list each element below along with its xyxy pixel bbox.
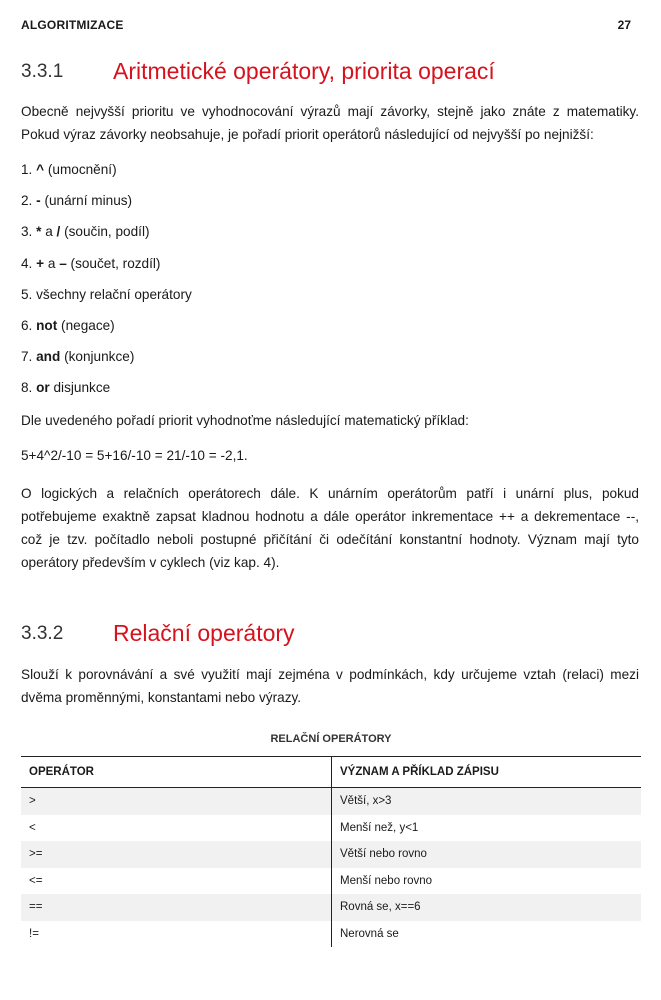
table-row [21,841,641,868]
table-caption: RELAČNÍ OPERÁTORY [270,733,392,745]
priority-item: 2. - (unární minus) [21,193,133,208]
table-row [21,868,641,895]
column-header-meaning: VÝZNAM A PŘÍKLAD ZÁPISU [332,757,642,788]
math-example: 5+4^2/-10 = 5+16/-10 = 21/-10 = -2,1. [21,448,248,463]
running-header [21,15,641,35]
operator-cell: > [21,788,332,815]
priority-item: 5. všechny relační operátory [21,287,192,302]
table-header-row [21,757,641,788]
meaning-cell: Menší nebo rovno [340,874,433,887]
table-row [21,788,641,815]
operator-cell: != [21,921,332,948]
meaning-cell: Větší, x>3 [332,788,642,815]
example-intro: Dle uvedeného pořadí priorit vyhodnoťme následující matematický příklad: [21,413,469,428]
section-number: 3.3.2 [21,623,64,644]
priority-item: 1. ^ (umocnění) [21,162,117,177]
meaning-cell: Menší než, y<1 [340,821,419,834]
relational-operators-table [21,756,641,947]
operator-cell: >= [21,841,332,868]
meaning-cell: Rovná se, x==6 [332,894,642,921]
section-number: 3.3.1 [21,61,64,82]
relational-intro-paragraph: Slouží k porovnávání a své využití mají zejména v podmínkách, kdy určujeme vztah (relaci) mezi dvěma proměnnými, konstantami nebo výrazy. [21,667,639,705]
section-title: Relační operátory [113,620,295,646]
operator-cell: == [21,894,332,921]
header-page-number: 27 [617,18,631,32]
header-section-name: ALGORITMIZACE [21,18,124,32]
priority-item: 6. not (negace) [21,318,115,333]
meaning-cell: Nerovná se [340,927,399,940]
priority-item: 7. and (konjunkce) [21,349,135,364]
priority-item: 8. or disjunkce [21,380,111,395]
intro-paragraph: Obecně nejvyšší prioritu ve vyhodnocování výrazů mají závorky, stejně jako znáte z matematiky. Pokud výraz závorky neobsahuje, je pořadí priorit operátorů následující od nejvyšší po nejnižší: [21,104,639,142]
operator-cell: < [21,815,332,842]
meaning-cell: Větší nebo rovno [332,841,642,868]
section-heading-3-3-2 [21,609,641,649]
priority-item: 4. + a – (součet, rozdíl) [21,256,161,271]
section-title: Aritmetické operátory, priorita operací [113,58,495,84]
table-row [21,921,641,948]
operator-cell: <= [21,868,332,895]
closing-paragraph: O logických a relačních operátorech dále. K unárním operátorům patří i unární plus, pokud potřebujeme exaktně zapsat kladnou hodnotu a dále operátor inkrementace ++ a dekrementace --, což je tzv. počítadlo neboli postupné přičítání či odečítání konstantní hodnoty. Význam mají tyto operátory především v cyklech (viz kap. 4). [21,486,639,570]
priority-item: 3. * a / (součin, podíl) [21,224,150,239]
table-row [21,815,641,842]
section-heading-3-3-1 [21,47,641,87]
table-row [21,894,641,921]
column-header-operator: OPERÁTOR [21,757,332,788]
